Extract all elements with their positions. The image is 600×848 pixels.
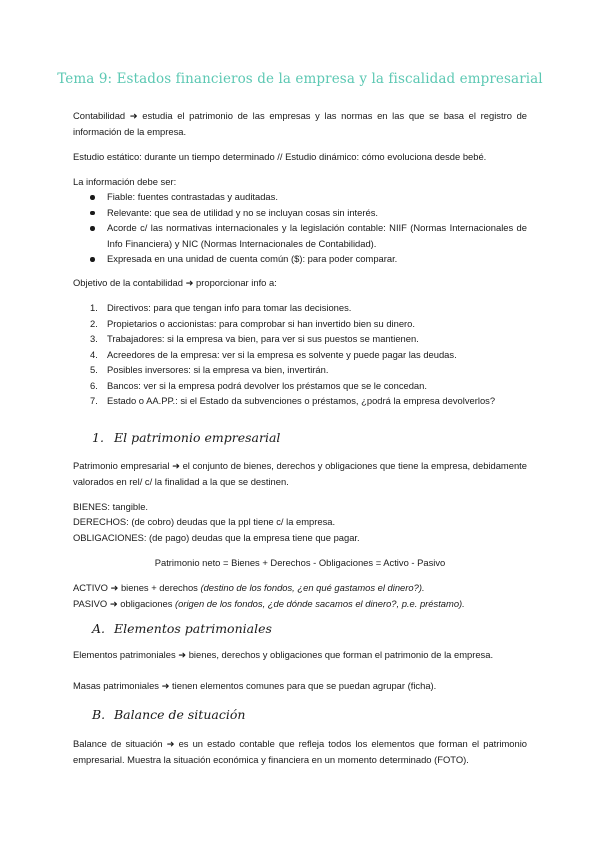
section-title: Balance de situación [114, 707, 246, 722]
list-text: Trabajadores: si la empresa va bien, para ver si sus puestos se mantienen. [107, 333, 419, 344]
objetivo-header: Objetivo de la contabilidad ➜ proporcionar info a: [73, 277, 277, 288]
list-number: 4. [90, 348, 98, 360]
section-number: A. [92, 621, 106, 636]
list-item: Fiable: fuentes contrastadas y auditadas. [73, 189, 527, 205]
info-bullet-list [73, 189, 527, 267]
list-number: 2. [90, 317, 98, 329]
patrimonio-equation: Patrimonio neto = Bienes + Derechos - Obligaciones = Activo - Pasivo [154, 557, 446, 568]
list-item [73, 393, 527, 409]
list-text: Directivos: para que tengan info para tomar las decisiones. [107, 302, 352, 313]
bienes-line: BIENES: tangible. [73, 501, 149, 512]
list-number: 1. [90, 302, 98, 313]
patrimonio-definition: Patrimonio empresarial ➜ el conjunto de bienes, derechos y obligaciones que tiene la empresa, debidamente valorados en rel/ c/ la finalidad a la que se destinen. [73, 460, 527, 487]
section-heading-balance [92, 707, 245, 723]
pasivo-main: PASIVO ➜ obligaciones [73, 598, 176, 609]
contabilidad-definition: Contabilidad ➜ estudia el patrimonio de las empresas y las normas en las que se basa el registro de información de la empresa. [73, 110, 527, 137]
info-header: La información debe ser: [73, 176, 177, 187]
section-heading-patrimonio [92, 430, 280, 446]
pasivo-note: (origen de los fondos, ¿de dónde sacamos el dinero?, p.e. préstamo). [175, 598, 465, 609]
list-item [73, 378, 527, 394]
list-text: Acreedores de la empresa: ver si la empresa es solvente y puede pagar las deudas. [107, 348, 457, 360]
list-text: Bancos: ver si la empresa podrá devolver los préstamos que se le concedan. [107, 379, 427, 391]
list-item [73, 300, 527, 316]
activo-main: ACTIVO ➜ bienes + derechos [73, 582, 201, 593]
activo-line [73, 580, 527, 596]
section-heading-elementos [92, 621, 272, 637]
list-item: Relevante: que sea de utilidad y no se incluyan cosas sin interés. [73, 205, 527, 221]
derechos-line: DERECHOS: (de cobro) deudas que la ppl tiene c/ la empresa. [73, 516, 336, 527]
list-text: Estado o AA.PP.: si el Estado da subvenciones o préstamos, ¿podrá la empresa devolverlos? [107, 395, 496, 406]
list-number: 3. [90, 333, 98, 344]
page-title: Tema 9: Estados financieros de la empresa y la fiscalidad empresarial [57, 71, 543, 87]
list-text: Posibles inversores: si la empresa va bien, invertirán. [107, 364, 329, 375]
objetivo-numbered-list [73, 300, 527, 409]
list-item [73, 316, 527, 332]
section-number: B. [92, 707, 106, 722]
elementos-definition: Elementos patrimoniales ➜ bienes, derechos y obligaciones que forman el patrimonio de la empresa. [73, 649, 494, 660]
section-number: 1. [92, 430, 104, 445]
section-title: Elementos patrimoniales [114, 621, 272, 636]
list-number: 7. [90, 395, 98, 406]
list-item: Expresada en una unidad de cuenta común ($): para poder comparar. [73, 251, 527, 267]
list-number: 5. [90, 364, 98, 375]
section-title: El patrimonio empresarial [114, 430, 281, 445]
list-item [73, 331, 527, 347]
balance-definition: Balance de situación ➜ es un estado contable que refleja todos los elementos que forman el patrimonio empresarial. Muestra la situación económica y financiera en un momento determinado (FOTO). [73, 738, 527, 765]
list-item [73, 362, 527, 378]
obligaciones-line: OBLIGACIONES: (de pago) deudas que la empresa tiene que pagar. [73, 532, 360, 543]
list-item [73, 347, 527, 363]
list-item: Acorde c/ las normativas internacionales y la legislación contable: NIIF (Normas Internacionales de Info Financiera) y NIC (Normas Internacionales de Contabilidad). [73, 220, 527, 251]
list-number: 6. [90, 379, 98, 391]
masas-definition: Masas patrimoniales ➜ tienen elementos comunes para que se puedan agrupar (ficha). [73, 680, 437, 691]
activo-note: (destino de los fondos, ¿en qué gastamos el dinero?). [200, 582, 425, 593]
pasivo-line [73, 596, 527, 612]
list-text: Propietarios o accionistas: para comprobar si han invertido bien su dinero. [107, 317, 415, 329]
estudio-line: Estudio estático: durante un tiempo determinado // Estudio dinámico: cómo evoluciona desde bebé. [73, 151, 487, 162]
